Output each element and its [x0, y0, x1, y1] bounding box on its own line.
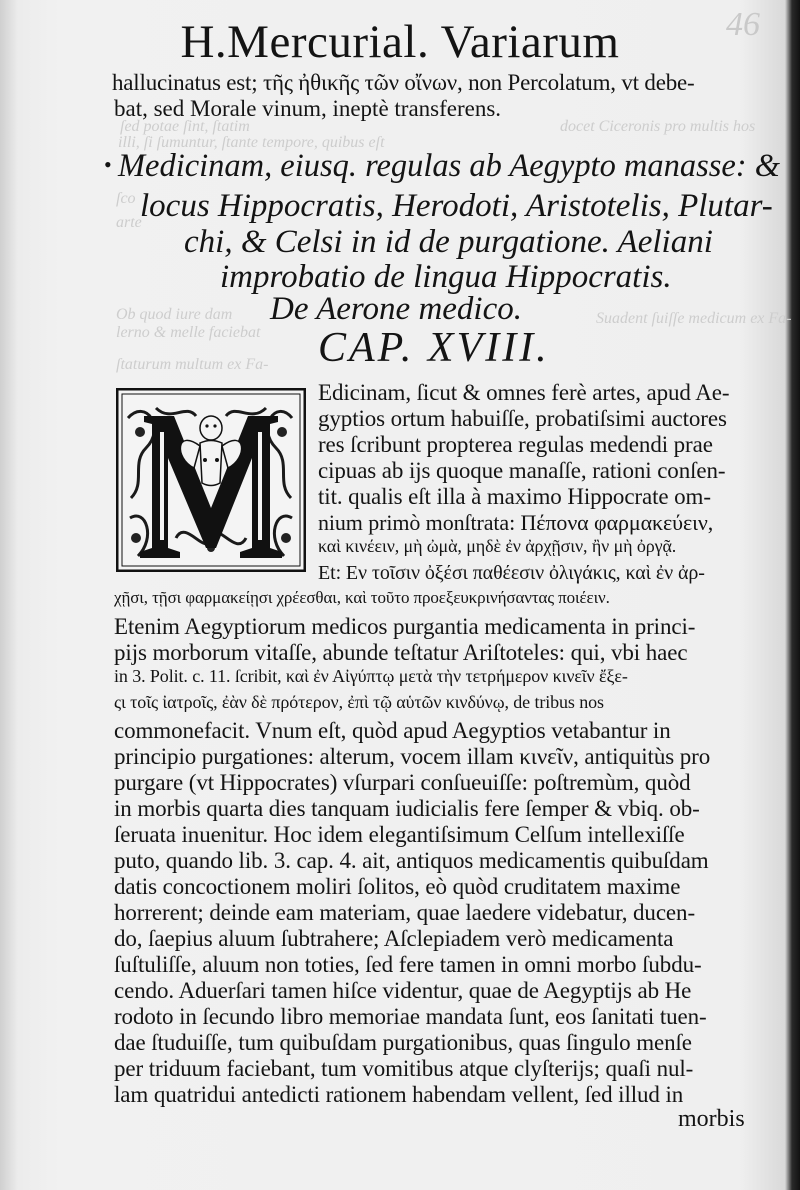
- body-line: tit. qualis eſt illa à maximo Hippocrate om-: [318, 484, 711, 509]
- body-line: lam quatridui antedicti rationem habendam vellent, ſed illud in: [114, 1082, 684, 1107]
- chapter-heading-line: locus Hippocratis, Herodoti, Aristotelis, Plutar-: [140, 188, 773, 224]
- chapter-number: CAP. XVIII.: [318, 325, 550, 371]
- decorated-initial-m: [116, 388, 306, 572]
- body-line: Etenim Aegyptiorum medicos purgantia medicamenta in princi-: [114, 614, 696, 639]
- body-line: cipuas ab ijs quoque manaſſe, rationi conſen-: [318, 458, 726, 483]
- show-through-text: ſco: [116, 190, 136, 207]
- chapter-heading-line: improbatio de lingua Hippocratis.: [220, 259, 672, 295]
- body-line: purgare (vt Hippocrates) vſurpari conſueuiſſe: poſtremùm, quòd: [114, 770, 691, 795]
- body-line: dae ſtuduiſſe, tum quibuſdam purgationibus, quas ſingulo menſe: [114, 1030, 692, 1055]
- text-line: bat, sed Morale vinum, ineptè transferens.: [114, 96, 502, 121]
- body-line: Edicinam, ſicut & omnes ferè artes, apud Ae-: [318, 380, 730, 405]
- body-line: χῇσι, τῇσι φαρμακείῃσι χρέεσθαι, καὶ τοῦτο προεξευκρινήσαντας ποιέειν.: [114, 588, 610, 607]
- chapter-heading-line: chi, & Celsi in id de purgatione. Aeliani: [184, 224, 713, 260]
- body-line: rodoto in ſecundo libro memoriae mandata ſunt, eos ſanitati tuen-: [114, 1004, 707, 1029]
- body-line: in 3. Polit. c. 11. ſcribit, καὶ ἐν Αἰγύπτῳ μετὰ τὴν τετρήμερον κινεῖν ἔξε-: [114, 666, 628, 686]
- show-through-text: Suadent ſuiſſe medicum ex Fa-: [596, 310, 792, 327]
- body-line: ſeruata inuenitur. Hoc idem elegantiſsimum Celſum intellexiſſe: [114, 822, 685, 847]
- body-line: per triduum faciebant, tum vomitibus atque clyſterijs; quaſi nul-: [114, 1056, 694, 1081]
- body-line: pijs morborum vitaſſe, abunde teſtatur Ariſtoteles: qui, vbi haec: [114, 640, 688, 665]
- body-line: in morbis quarta dies tanquam iudicialis fere ſemper & vbiq. ob-: [114, 796, 700, 821]
- chapter-heading-line: Medicinam, eiusq. regulas ab Aegypto manasse: &: [118, 148, 780, 184]
- body-line: principio purgationes: alterum, vocem illam κινεῖν, antiquitùs pro: [114, 744, 711, 769]
- running-head: H.Mercurial. Variarum: [180, 16, 620, 68]
- catchword: morbis: [678, 1106, 745, 1132]
- body-line: res ſcribunt propterea regulas medendi prae: [318, 432, 713, 457]
- show-through-text: ſtaturum multum ex Fa-: [116, 356, 269, 373]
- body-line: cendo. Aduerſari tamen hiſce videntur, quae de Aegyptijs ab He: [114, 978, 692, 1003]
- bleed-through-page-number: 46: [726, 6, 760, 43]
- show-through-text: illi, ſi ſumuntur, ſtante tempore, quibus eſt: [118, 134, 385, 151]
- show-through-text: ſed potae ſint, ſtatim: [120, 118, 250, 135]
- body-line: gyptios ortum habuiſſe, probatiſsimi auctores: [318, 406, 727, 431]
- body-line: καὶ κινέειν, μὴ ὠμὰ, μηδὲ ἐν ἀρχῇσιν, ἢν μὴ ὀργᾷ.: [318, 536, 677, 556]
- body-line: ςι τοῖς ἰατροῖς, ἐὰν δὲ πρότερον, ἐπὶ τῷ αὑτῶν κινδύνῳ, de tribus nos: [114, 692, 604, 712]
- body-line: Et: Εν τοῖσιν ὀξέσι παθέεσιν ὀλιγάκις, καὶ ἐν ἀρ-: [318, 562, 705, 584]
- show-through-text: Ob quod iure dam: [116, 306, 233, 323]
- decorated-initial-m-image: [116, 388, 306, 572]
- show-through-text: arte: [116, 214, 142, 231]
- chapter-heading-line: De Aerone medico.: [270, 291, 522, 327]
- paragraph-mark: •: [104, 152, 112, 177]
- body-line: commonefacit. Vnum eſt, quòd apud Aegyptios vetabantur in: [114, 718, 671, 743]
- body-line: puto, quando lib. 3. cap. 4. ait, antiquos medicamentis quibuſdam: [114, 848, 709, 873]
- body-line: nium primò monſtrata: Πέπονα φαρμακεύειν,: [318, 510, 714, 535]
- body-line: ſuſtuliſſe, aluum non toties, ſed fere tamen in omni morbo ſubdu-: [114, 952, 702, 977]
- text-line: hallucinatus est; τῆς ἠθικῆς τῶν οἴνων, non Percolatum, vt debe-: [112, 70, 695, 95]
- show-through-text: lerno & melle faciebat: [116, 324, 261, 341]
- body-line: do, ſaepius aluum ſubtrahere; Aſclepiadem verò medicamenta: [114, 926, 674, 951]
- body-line: horrerent; deinde eam materiam, quae laedere videbatur, ducen-: [114, 900, 695, 925]
- body-line: datis concoctionem moliri ſolitos, eò quòd cruditatem maxime: [114, 874, 681, 899]
- show-through-text: docet Ciceronis pro multis hos: [560, 118, 756, 135]
